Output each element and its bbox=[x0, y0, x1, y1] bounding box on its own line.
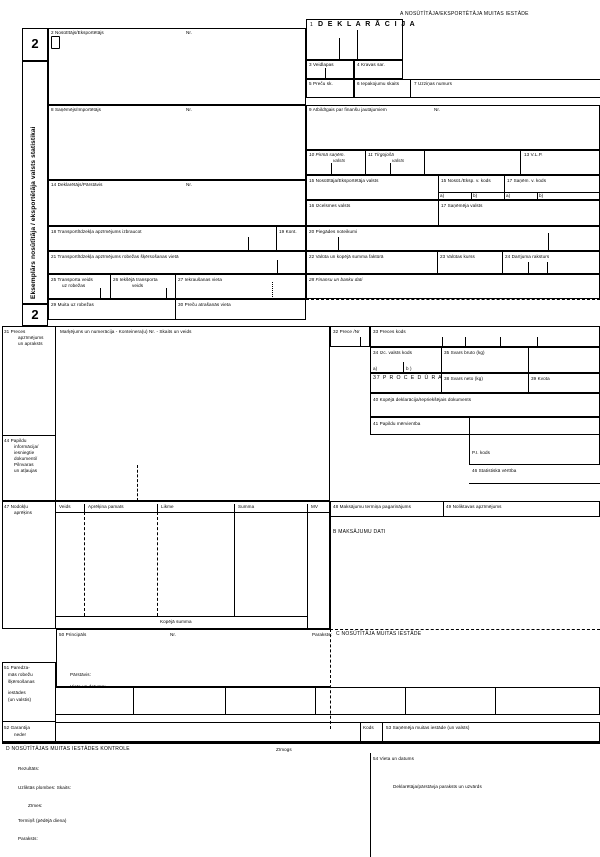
duty-col-sep-3 bbox=[234, 512, 235, 616]
box-15c-sub-divider bbox=[471, 192, 472, 200]
box-52-label: 52 Garantija bbox=[4, 725, 30, 730]
box-48-label: 48 Maksājumu termiņa pagarinājums bbox=[333, 504, 411, 509]
box-51-sep-2 bbox=[225, 687, 226, 715]
box-33-divider-2 bbox=[465, 337, 466, 347]
box-10-label-2: valsts bbox=[333, 158, 346, 163]
box-15c-left-edge bbox=[438, 175, 439, 200]
box-1-title: D E K L A R Ā C I J A bbox=[318, 21, 417, 28]
box-51-sep-4 bbox=[405, 687, 406, 715]
box-21-label: 21 Transportlīdzekļa apzīmējums robežas šķērsošanas vietā bbox=[51, 254, 179, 259]
box-19-label: 19 Kont. bbox=[279, 229, 297, 234]
box-33-divider-4 bbox=[537, 337, 538, 347]
box-30-left-edge bbox=[175, 299, 176, 320]
box-17-left-edge bbox=[438, 200, 439, 226]
box-27-divider bbox=[272, 282, 273, 299]
box-28-label: 28 Finansu un banku dati bbox=[309, 277, 363, 282]
box-d-timelimit-label: Termiņš (pēdējā diena) bbox=[18, 818, 67, 823]
box-25-label: 25 Transporta veids bbox=[51, 277, 93, 282]
box-1-number: 1 bbox=[310, 22, 313, 28]
box-34-label: 34 Izc. valsts kods bbox=[373, 350, 413, 355]
box-2-consignor[interactable] bbox=[48, 28, 306, 105]
box-33-divider-1 bbox=[442, 337, 443, 347]
duty-total-divider bbox=[56, 616, 307, 617]
box-25-divider bbox=[100, 288, 101, 299]
box-15c-label: 15 Nosūt./Eksp. v. kods bbox=[441, 178, 491, 183]
box-25-label-2: uz robežas bbox=[62, 283, 86, 288]
box-41-divider bbox=[469, 417, 470, 435]
box-50-label: 50 Principāls bbox=[59, 632, 87, 637]
box-9-label: 9 Atbildīgais par finanšu jautājumiem bbox=[309, 107, 387, 112]
box-51-sep-5 bbox=[495, 687, 496, 715]
box-d-signature-label: Paraksts: bbox=[18, 836, 38, 841]
box-11-divider bbox=[390, 163, 391, 175]
box-44-label-5: Pilnvaras bbox=[14, 462, 34, 467]
box-24-divider-2 bbox=[547, 262, 548, 274]
box-53-label: 53 Saņēmēja muitas iestāde (un valsts) bbox=[386, 725, 470, 730]
box-34-sub-a: a) bbox=[373, 366, 378, 371]
box-52-label-2: neder bbox=[14, 732, 27, 737]
box-26-left-edge bbox=[110, 274, 111, 299]
box-51-label-5: (un valstis) bbox=[8, 697, 32, 702]
box-36-left-edge bbox=[528, 347, 529, 373]
box-47-label-2: aprēķins bbox=[14, 510, 33, 515]
box-49-left-edge bbox=[443, 501, 444, 517]
box-10-11-13-row bbox=[306, 150, 600, 175]
box-17c-sub-divider bbox=[537, 192, 538, 200]
box-37-label: 37 P R O C E D Ū R A bbox=[373, 375, 443, 381]
box-20-divider-1 bbox=[338, 237, 339, 251]
box-50-place-date-label: Vieta un datums: bbox=[70, 684, 106, 689]
box-b-label: B MAKSĀJUMU DATI bbox=[333, 529, 386, 535]
box-14-nr-label: Nr. bbox=[186, 182, 193, 187]
box-47-duty-table[interactable] bbox=[56, 501, 330, 629]
box-1-divider-2 bbox=[357, 30, 358, 60]
box-51-label-4: iestādes bbox=[8, 690, 26, 695]
box-51-label-2: mās robežu bbox=[8, 672, 33, 677]
duty-col-type: Veids bbox=[59, 504, 71, 509]
box-50-signature-label: Paraksts: bbox=[312, 632, 332, 637]
box-11-label-2: valsts bbox=[392, 158, 405, 163]
box-d-marks-label: Zīmes: bbox=[28, 803, 43, 808]
box-6-label: 6 Iepakojumu skaits bbox=[357, 81, 400, 86]
box-44-label-6: un atļaujas bbox=[14, 468, 38, 473]
box-17-label: 17 Saņēmēja valsts bbox=[441, 203, 483, 208]
box-44-label-3: iesniegtie bbox=[14, 450, 35, 455]
box-51-label: 51 Paredza- bbox=[4, 665, 30, 670]
box-47-label: 47 Nodokļu bbox=[4, 504, 29, 509]
box-51-label-3: šķērsošanas bbox=[8, 679, 35, 684]
box-39-label: 39 Kvota bbox=[531, 376, 550, 381]
box-15c-sub-b: b) bbox=[473, 193, 478, 198]
box-18-divider bbox=[248, 237, 249, 251]
box-10-label: 10 Pirmā saņēm. bbox=[309, 152, 345, 157]
duty-total-label: Kopējā summa bbox=[160, 619, 192, 624]
box-d-result-label: Rezultāts: bbox=[18, 766, 40, 771]
box-51-sep-1 bbox=[133, 687, 134, 715]
box-51-sep-3 bbox=[315, 687, 316, 715]
box-d-seals-label: Uzliktās plombes: Skaits: bbox=[18, 785, 72, 790]
box-2-label: 2 Nosūtītājs/Eksportētājs bbox=[51, 30, 104, 35]
duty-col-sep-4 bbox=[307, 512, 308, 629]
copy-number-bottom: 2 bbox=[31, 307, 39, 322]
box-24-divider-1 bbox=[528, 262, 529, 274]
box-d-label: D NOSŪTĪTĀJAS MUITAS IESTĀDES KONTROLE bbox=[6, 746, 130, 752]
box-31-label: 31 Preces bbox=[4, 329, 26, 334]
copy-purpose-label: Eksemplārs nosūtītāja / eksportētāja valsts statistikai bbox=[30, 126, 37, 299]
code-subrow-divider bbox=[438, 192, 600, 193]
box-32-label: 32 Prece /Nr bbox=[333, 329, 360, 334]
box-31-description-field[interactable] bbox=[56, 326, 330, 501]
box-54-place-date[interactable] bbox=[370, 753, 600, 857]
box-20-label: 20 Piegādes noteikumi bbox=[309, 229, 358, 234]
kods-label: Kods bbox=[363, 725, 374, 730]
box-50-representative-label: Pārstāvis: bbox=[70, 672, 91, 677]
box-3-label: 3 Veidlapas bbox=[309, 62, 334, 67]
box-35-label: 35 Svars bruto (kg) bbox=[444, 350, 485, 355]
box-30-label: 30 Preču atrašanās vieta bbox=[178, 302, 231, 307]
box-53-kods-left bbox=[360, 722, 361, 742]
duty-col-sep-1 bbox=[84, 512, 85, 616]
box-8-consignee[interactable] bbox=[48, 105, 306, 180]
box-d-stamp-label: Zīmogs bbox=[276, 747, 292, 752]
box-20-divider-2 bbox=[548, 233, 549, 251]
box-2-checkbox[interactable] bbox=[51, 36, 60, 49]
box-27-left-edge bbox=[175, 274, 176, 299]
box-15-label: 15 Nosūtītāja/Eksportētāja valsts bbox=[309, 178, 379, 183]
box-18-label: 18 Transportlīdzekļa apzīmējums izbraucot bbox=[51, 229, 142, 234]
box-7-label: 7 Uzziņas numurs bbox=[414, 81, 453, 86]
box-8-nr-label: Nr. bbox=[186, 107, 193, 112]
box-c-top-dashed bbox=[330, 629, 600, 630]
box-21-divider bbox=[277, 260, 278, 274]
box-26-label: 26 Iekšējā transporta bbox=[113, 277, 158, 282]
box-26-label-2: veids bbox=[132, 283, 144, 288]
duty-col-sep-2 bbox=[157, 512, 158, 616]
box-31-label-2: apzīmējums bbox=[18, 335, 44, 340]
box-34-sub-divider bbox=[403, 362, 404, 373]
box-50-nr-label: Nr. bbox=[170, 632, 177, 637]
box-40-label: 40 Kopējā deklarācija/Iepriekšējais dokuments bbox=[373, 397, 472, 402]
box-29-label: 29 Muita uz robežas bbox=[51, 302, 94, 307]
box-13-label: 13 V.L.P. bbox=[524, 152, 543, 157]
box-35-left-edge bbox=[441, 347, 442, 373]
box-22-label: 22 Valūta un kopējā summa faktūrā bbox=[309, 254, 384, 259]
box-9-nr-label: Nr. bbox=[434, 107, 441, 112]
box-17c-sub-b: b) bbox=[539, 193, 544, 198]
duty-col-base: Aprēķina pamats bbox=[88, 504, 124, 509]
box-5-label: 5 Preču sk. bbox=[309, 81, 333, 86]
box-11-right-edge bbox=[424, 150, 425, 175]
box-44-label-2: informācija/ bbox=[14, 444, 39, 449]
box-53-left-edge bbox=[382, 722, 383, 742]
duty-col-amount: Summa bbox=[238, 504, 255, 509]
box-39-left-edge bbox=[528, 373, 529, 393]
box-c-label: C NOSŪTĪTĀJA MUITAS IESTĀDE bbox=[336, 631, 422, 637]
box-a-label: A NOSŪTĪTĀJA/EKSPORTĒTĀJA MUITAS IESTĀDE bbox=[400, 11, 529, 17]
box-33-label: 33 Preces kods bbox=[373, 329, 406, 334]
dashed-separator-28 bbox=[306, 299, 600, 300]
box-13-left-edge bbox=[520, 150, 521, 175]
duty-col-rate: Likme bbox=[161, 504, 174, 509]
box-11-label: 11 Tirgojošā bbox=[368, 152, 394, 157]
box-54-declarant-signature-label: Deklarētāja/pārstāvja paraksts un uzvārds bbox=[393, 784, 482, 789]
box-46-label: 46 Statistiskā vērtība bbox=[472, 468, 517, 473]
box-50-principal[interactable] bbox=[56, 629, 330, 687]
copy-number-top: 2 bbox=[31, 36, 39, 51]
box-14-label: 14 Deklarētājs/Pārstāvis bbox=[51, 182, 103, 187]
box-17c-label: 17 Saņēm. v. kods bbox=[507, 178, 547, 183]
box-8-label: 8 Saņēmējs/Importētājs bbox=[51, 107, 102, 112]
box-23-label: 23 Valūtas kurss bbox=[440, 254, 475, 259]
pi-code-label: P.I. kods bbox=[472, 450, 490, 455]
box-24-left-edge bbox=[502, 251, 503, 274]
box-44-label: 44 Papildu bbox=[4, 438, 27, 443]
box-49-label: 49 Noliktavas apzīmējums bbox=[446, 504, 502, 509]
box-52-53-row[interactable] bbox=[56, 722, 600, 742]
box-10-divider bbox=[331, 163, 332, 175]
duty-header-divider bbox=[56, 512, 330, 513]
box-16-label: 16 Izcelsmes valsts bbox=[309, 203, 351, 208]
box-34-sub-b: b ) bbox=[406, 366, 412, 371]
box-31-hint: Marķējums un numerācija - Konteinera(u) Nr. - Skaits un veids bbox=[60, 329, 192, 334]
box-1-divider-1 bbox=[339, 38, 340, 60]
box-10-right-edge bbox=[365, 150, 366, 175]
box-3-divider bbox=[325, 68, 326, 79]
box-27-label: 27 Iekraušanas vieta bbox=[178, 277, 222, 282]
box-2-nr-label: Nr. bbox=[186, 30, 193, 35]
box-4-label: 4 Kravas sar. bbox=[357, 62, 385, 67]
box-15c-sub-a: a) bbox=[440, 193, 445, 198]
box-33-divider-3 bbox=[500, 337, 501, 347]
box-38-label: 38 Svars neto (kg) bbox=[444, 376, 483, 381]
box-51-transit-offices-field[interactable] bbox=[56, 687, 600, 715]
box-32-divider bbox=[360, 337, 361, 347]
box-41-label: 41 Papildu mērvienība bbox=[373, 421, 421, 426]
box-17c-left-edge bbox=[504, 175, 505, 200]
box-31-label-3: un apraksts bbox=[18, 341, 43, 346]
box-24-label: 24 Darījuma raksturs bbox=[505, 254, 550, 259]
duty-col-mp: MV bbox=[311, 504, 319, 509]
box-26-divider bbox=[166, 288, 167, 299]
box-44-label-4: dokumenti/ bbox=[14, 456, 38, 461]
box-17c-sub-a: a) bbox=[506, 193, 511, 198]
box-47-duty-col bbox=[2, 501, 56, 629]
box-23-left-edge bbox=[437, 251, 438, 274]
dashed-divider-44 bbox=[137, 465, 138, 501]
box-54-label: 54 Vieta un datums bbox=[373, 756, 414, 761]
